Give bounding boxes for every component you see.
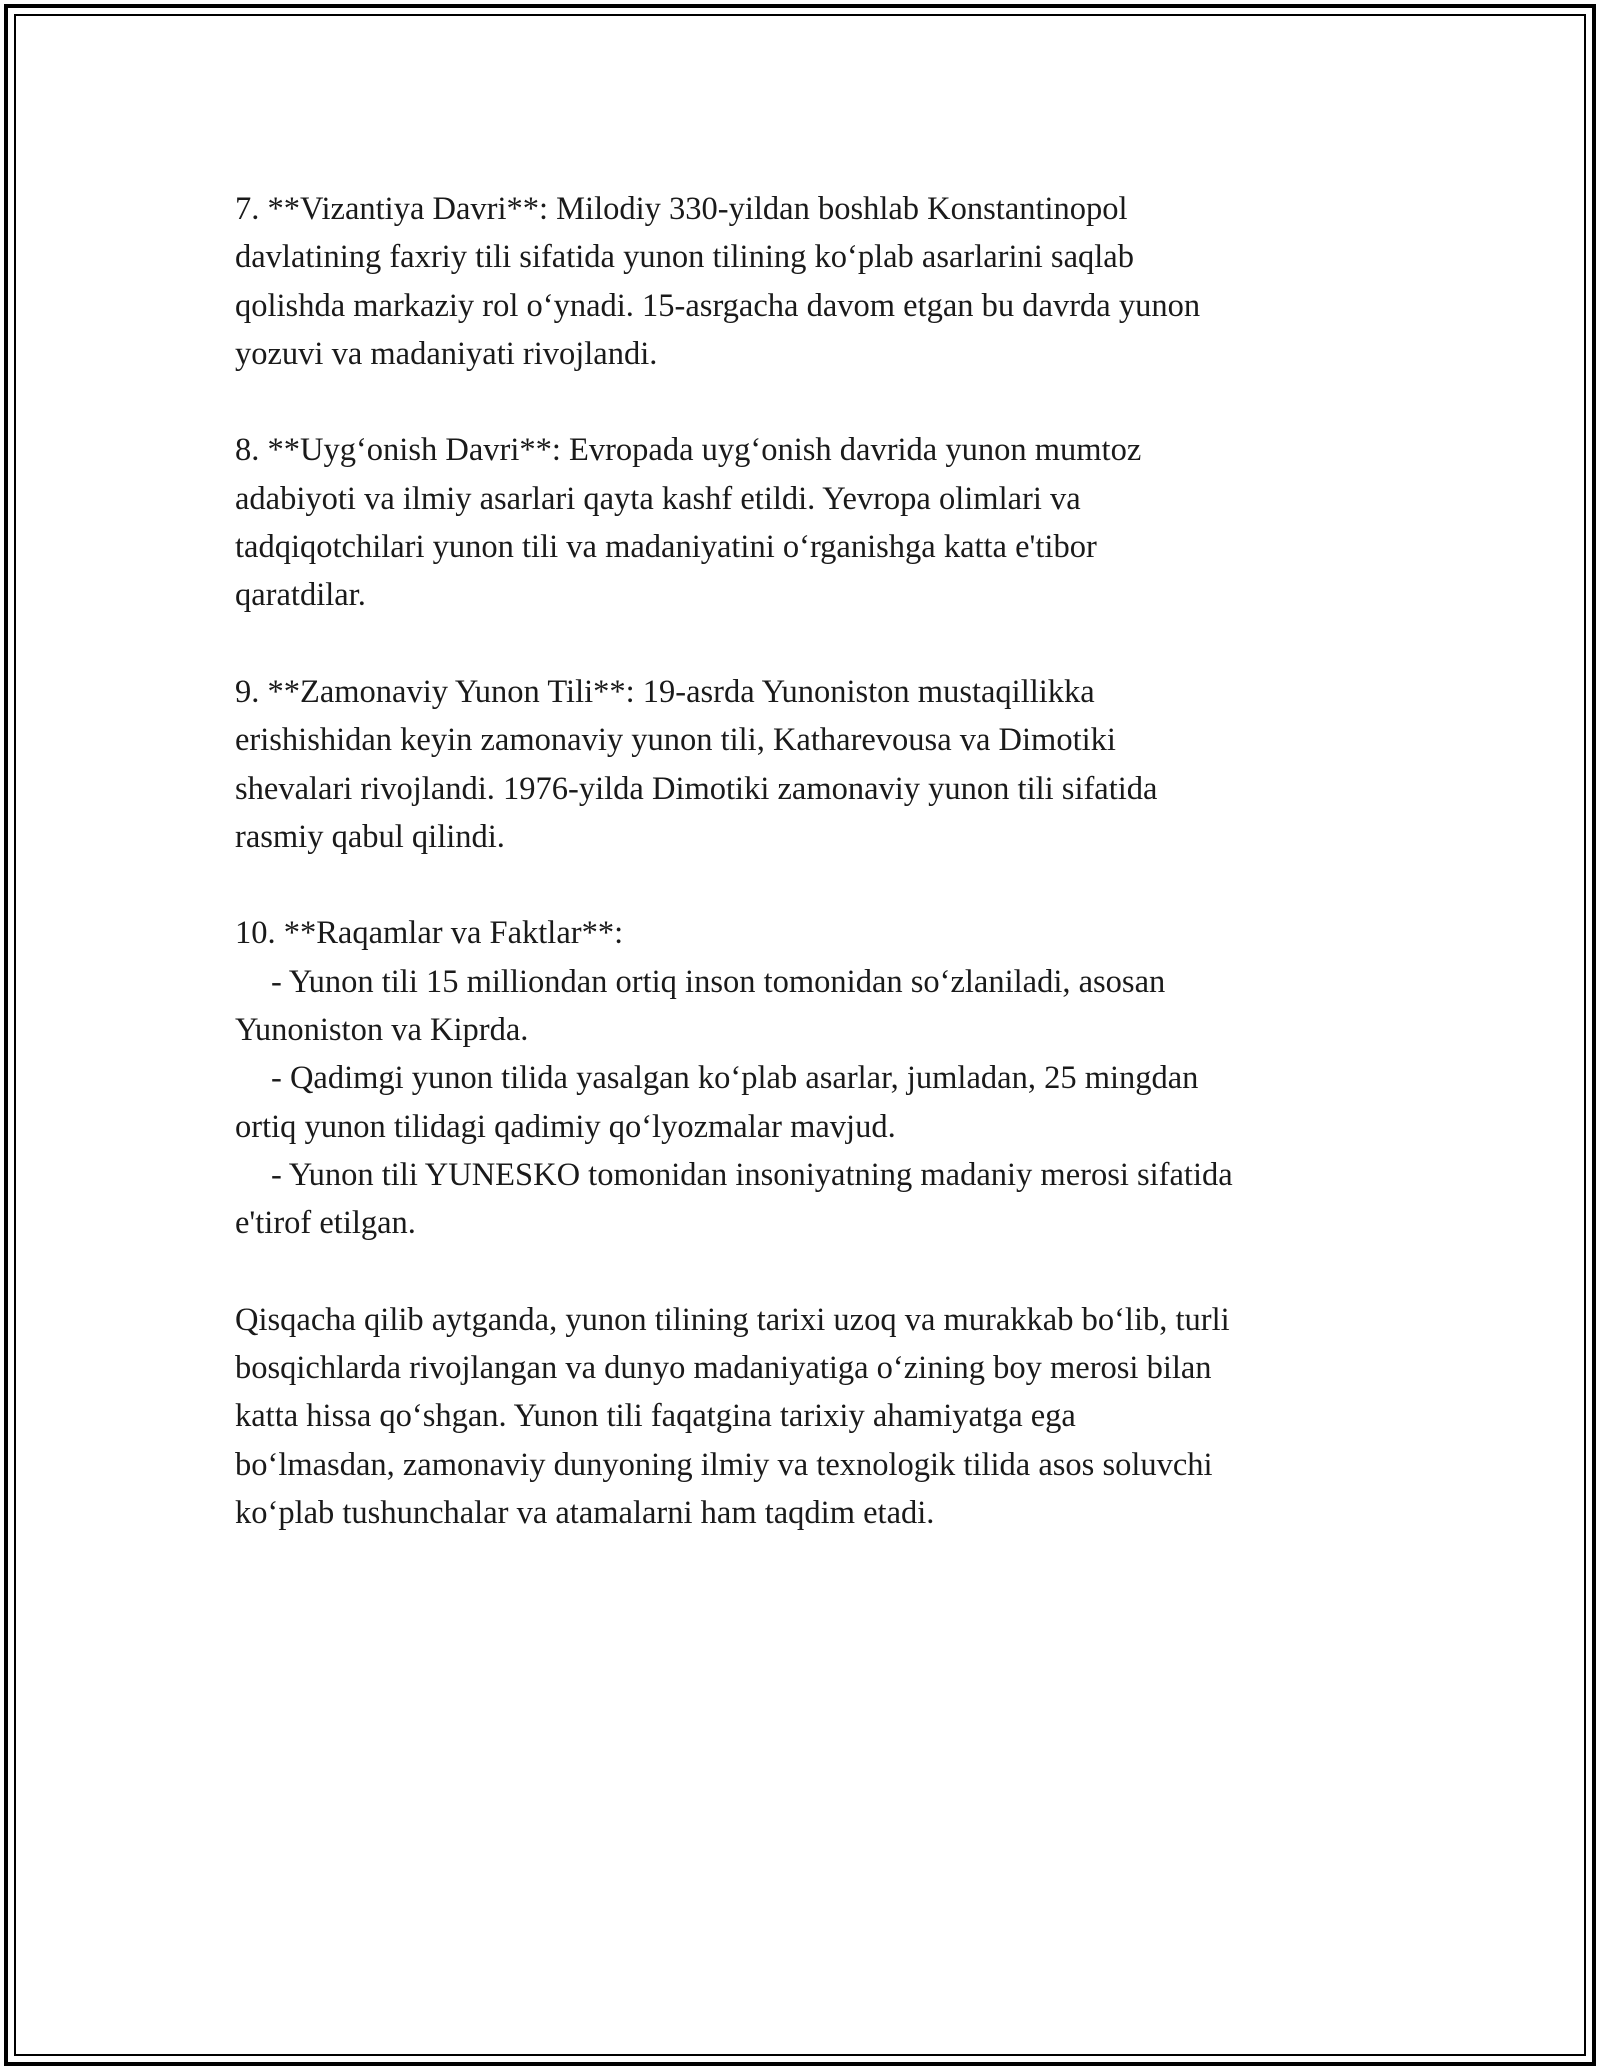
text-line: qolishda markaziy rol o‘ynadi. 15-asrgacha davom etgan bu davrda yunon xyxy=(235,287,1201,324)
text-line: davlatining faxriy tili sifatida yunon tilining ko‘plab asarlarini saqlab xyxy=(235,239,1134,276)
list-item-continuation: Yunoniston va Kiprda. xyxy=(235,1012,529,1049)
text-line: adabiyoti va ilmiy asarlari qayta kashf etildi. Yevropa olimlari va xyxy=(235,480,1081,517)
paragraph-modern-greek xyxy=(235,668,1415,861)
list-item-continuation: ortiq yunon tilidagi qadimiy qo‘lyozmalar mavjud. xyxy=(235,1108,896,1145)
text-line: rasmiy qabul qilindi. xyxy=(235,818,505,855)
list-heading: 10. **Raqamlar va Faktlar**: xyxy=(235,915,624,952)
text-line: bo‘lmasdan, zamonaviy dunyoning ilmiy va texnologik tilida asos soluvchi xyxy=(235,1446,1213,1483)
paragraph-summary xyxy=(235,1296,1415,1537)
list-item: - Yunon tili YUNESKO tomonidan insoniyatning madaniy merosi sifatida xyxy=(271,1156,1233,1193)
text-line: qaratdilar. xyxy=(235,577,366,614)
text-line: 7. **Vizantiya Davri**: Milodiy 330-yildan boshlab Konstantinopol xyxy=(235,191,1128,227)
text-line: Qisqacha qilib aytganda, yunon tilining tarixi uzoq va murakkab bo‘lib, turli xyxy=(235,1301,1230,1338)
document-body xyxy=(235,185,1415,1586)
paragraph-renaissance-period xyxy=(235,426,1415,619)
text-line: bosqichlarda rivojlangan va dunyo madaniyatiga o‘zining boy merosi bilan xyxy=(235,1350,1212,1387)
text-line: shevalari rivojlandi. 1976-yilda Dimotiki zamonaviy yunon tili sifatida xyxy=(235,770,1158,807)
list-item: - Qadimgi yunon tilida yasalgan ko‘plab asarlar, jumladan, 25 mingdan xyxy=(271,1060,1199,1097)
text-line: erishishidan keyin zamonaviy yunon tili, Katharevousa va Dimotiki xyxy=(235,722,1116,759)
text-line: 9. **Zamonaviy Yunon Tili**: 19-asrda Yunoniston mustaqillikka xyxy=(235,673,1095,710)
list-item-continuation: e'tirof etilgan. xyxy=(235,1205,416,1242)
text-line: 8. **Uyg‘onish Davri**: Evropada uyg‘onish davrida yunon mumtoz xyxy=(235,432,1142,469)
text-line: tadqiqotchilari yunon tili va madaniyatini o‘rganishga katta e'tibor xyxy=(235,529,1097,566)
paragraph-byzantine-period xyxy=(235,185,1415,378)
text-line: katta hissa qo‘shgan. Yunon tili faqatgina tarixiy ahamiyatga ega xyxy=(235,1398,1076,1435)
text-line: ko‘plab tushunchalar va atamalarni ham taqdim etadi. xyxy=(235,1495,935,1532)
paragraph-numbers-facts xyxy=(235,909,1415,1247)
list-item: - Yunon tili 15 milliondan ortiq inson tomonidan so‘zlaniladi, asosan xyxy=(271,963,1166,1000)
text-line: yozuvi va madaniyati rivojlandi. xyxy=(235,335,658,372)
